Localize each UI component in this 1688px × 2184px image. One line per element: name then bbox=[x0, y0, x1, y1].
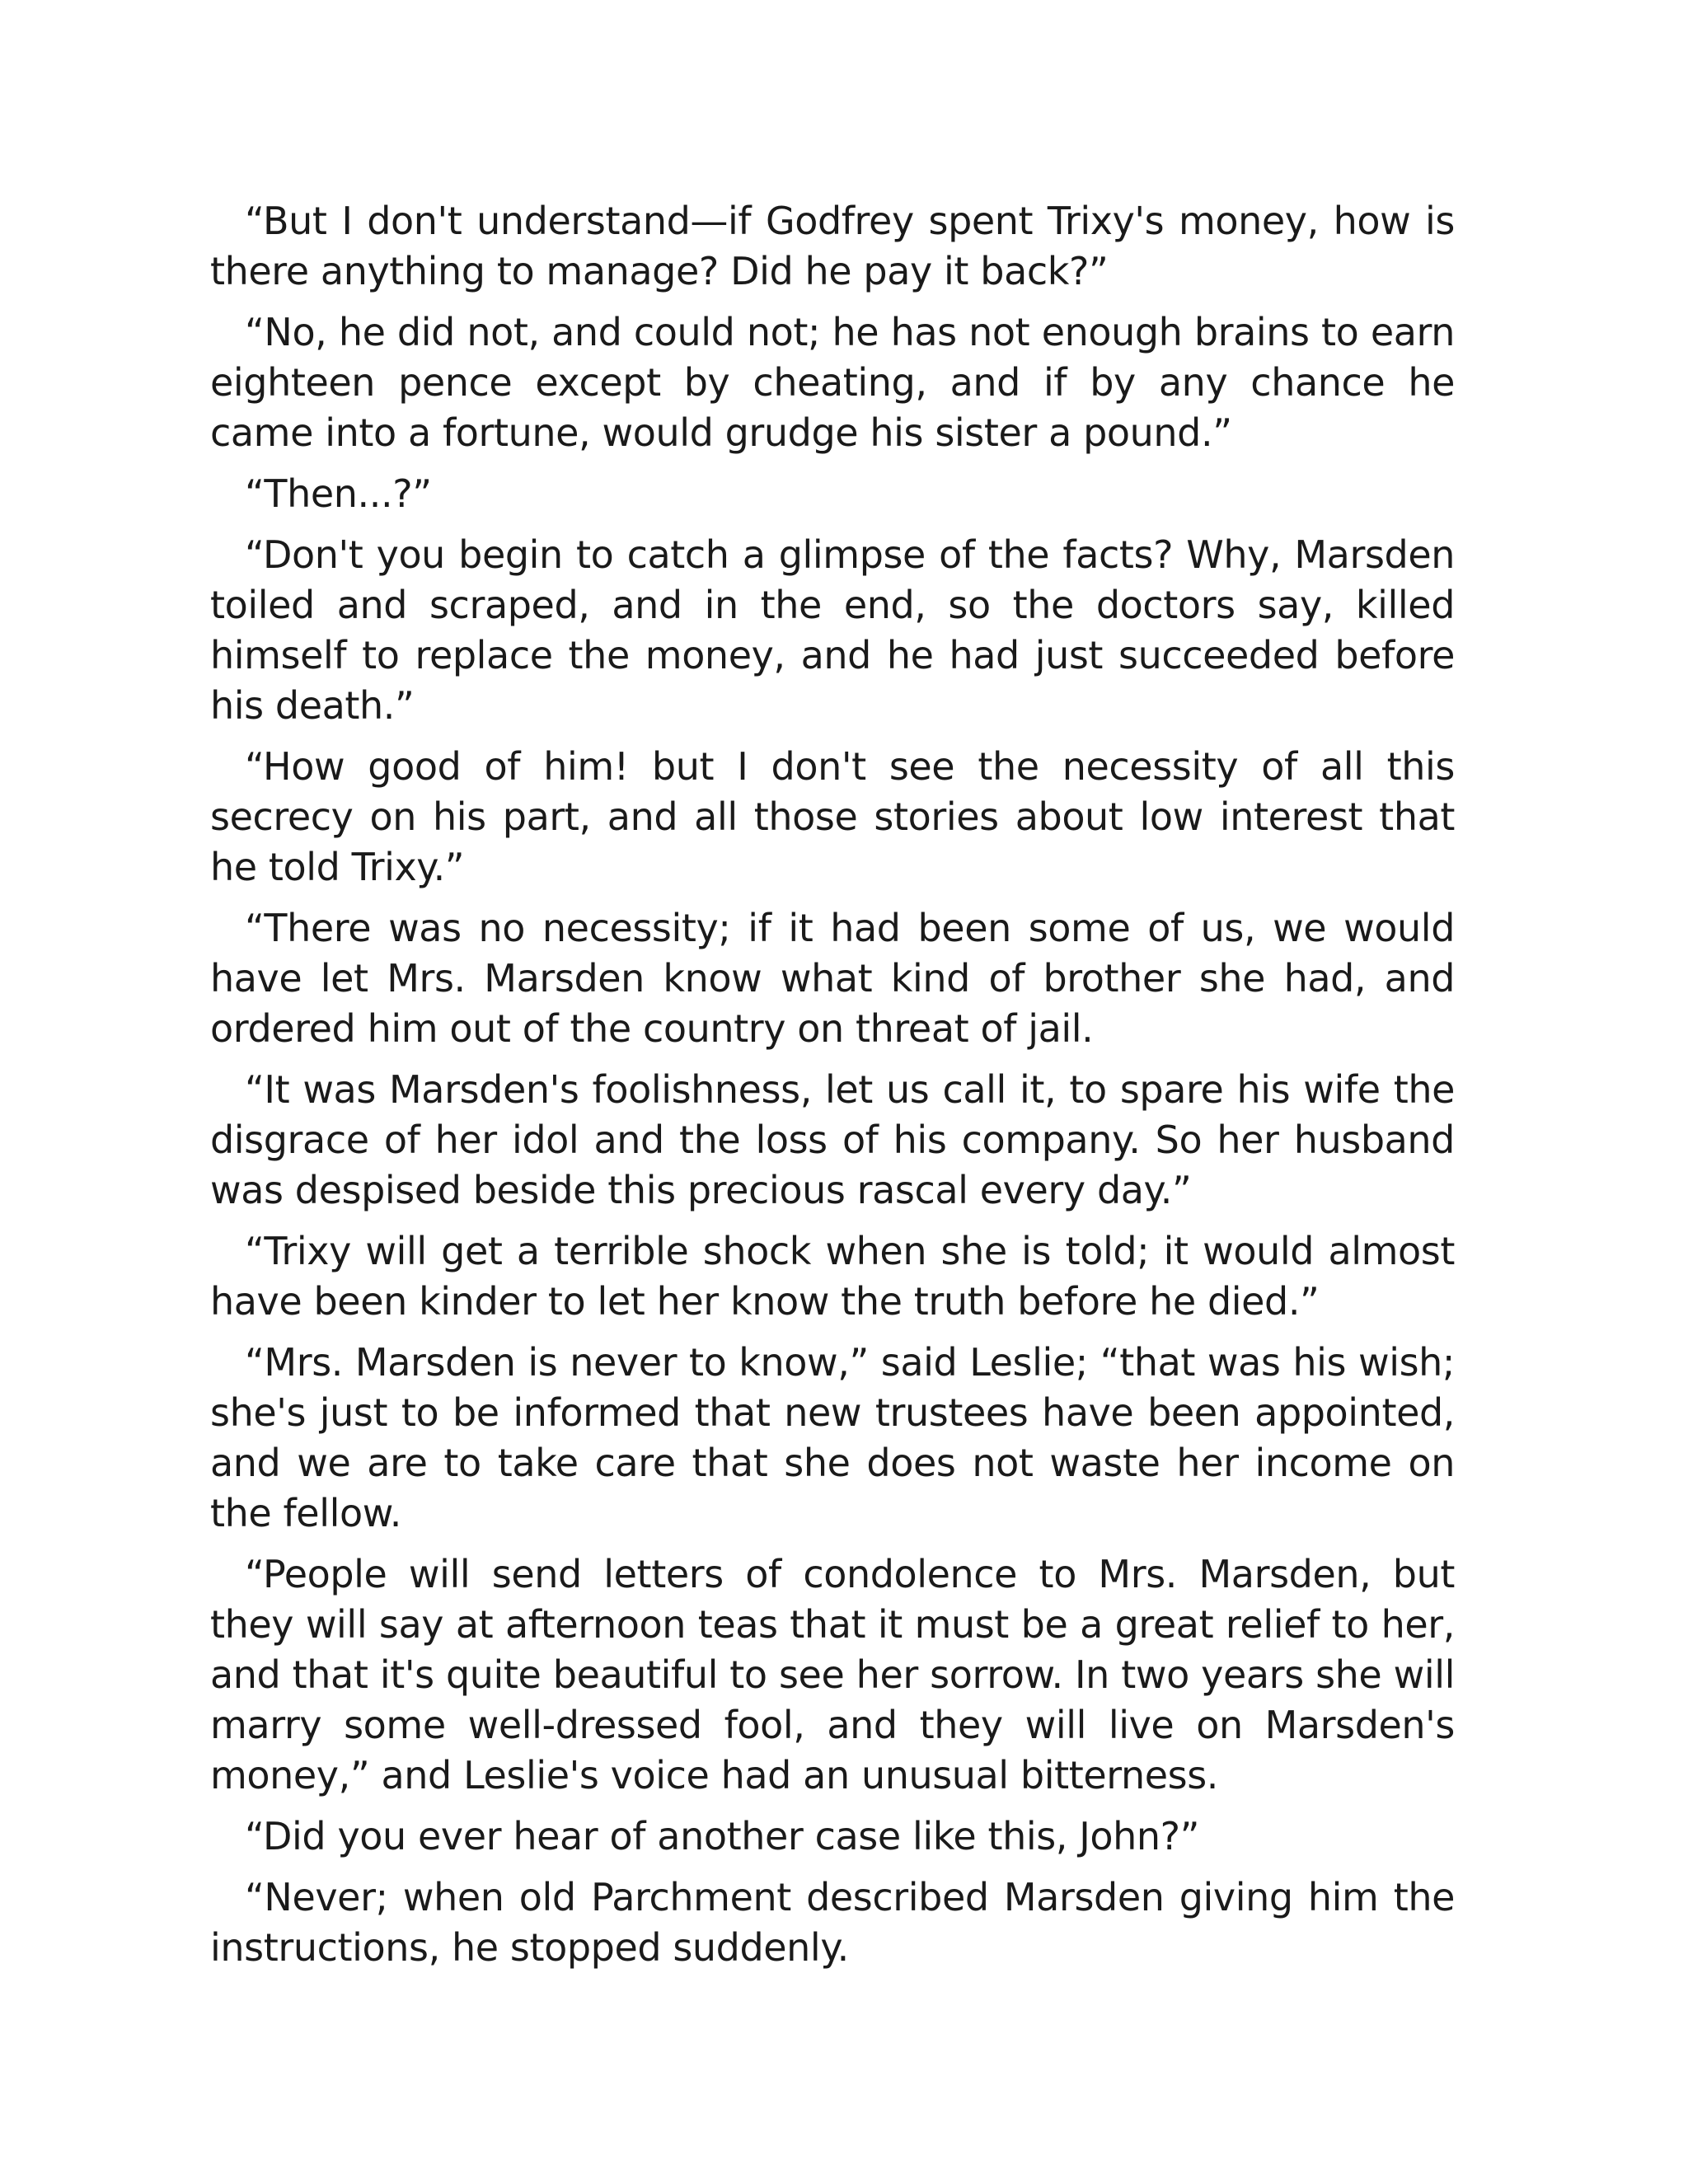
paragraph: “Trixy will get a terrible shock when she is told; it would almost have been kinder to let her know the truth before he died.” bbox=[210, 1229, 1455, 1324]
paragraph: “Then...?” bbox=[245, 471, 432, 516]
paragraph: “Mrs. Marsden is never to know,” said Leslie; “that was his wish; she's just to be informed that new trustees have been appointed, and we are to take care that she does not waste her income on the fellow. bbox=[210, 1340, 1455, 1535]
paragraph: “People will send letters of condolence to Mrs. Marsden, but they will say at afternoon teas that it must be a great relief to her, and that it's quite beautiful to see her sorrow. In two years she will marry some well-dressed fool, and they will live on Marsden's money,” and Leslie's voice had an unusual bitterness. bbox=[210, 1552, 1455, 1797]
paragraph: “Never; when old Parchment described Marsden giving him the instructions, he stopped suddenly. bbox=[210, 1875, 1455, 1970]
paragraph: “It was Marsden's foolishness, let us call it, to spare his wife the disgrace of her idol and the loss of his company. So her husband was despised beside this precious rascal every day.” bbox=[210, 1067, 1455, 1212]
paragraph: “Did you ever hear of another case like this, John?” bbox=[245, 1814, 1200, 1858]
page-body bbox=[210, 196, 1455, 1984]
paragraph: “How good of him! but I don't see the necessity of all this secrecy on his part, and all those stories about low interest that he told Trixy.” bbox=[210, 744, 1455, 889]
paragraph: “But I don't understand—if Godfrey spent Trixy's money, how is there anything to manage? Did he pay it back?” bbox=[210, 199, 1455, 293]
paragraph: “No, he did not, and could not; he has not enough brains to earn eighteen pence except by cheating, and if by any chance he came into a fortune, would grudge his sister a pound.” bbox=[210, 310, 1455, 455]
paragraph: “There was no necessity; if it had been some of us, we would have let Mrs. Marsden know what kind of brother she had, and ordered him out of the country on threat of jail. bbox=[210, 906, 1455, 1051]
paragraph: “Don't you begin to catch a glimpse of the facts? Why, Marsden toiled and scraped, and in the end, so the doctors say, killed himself to replace the money, and he had just succeeded before his death.” bbox=[210, 532, 1455, 728]
